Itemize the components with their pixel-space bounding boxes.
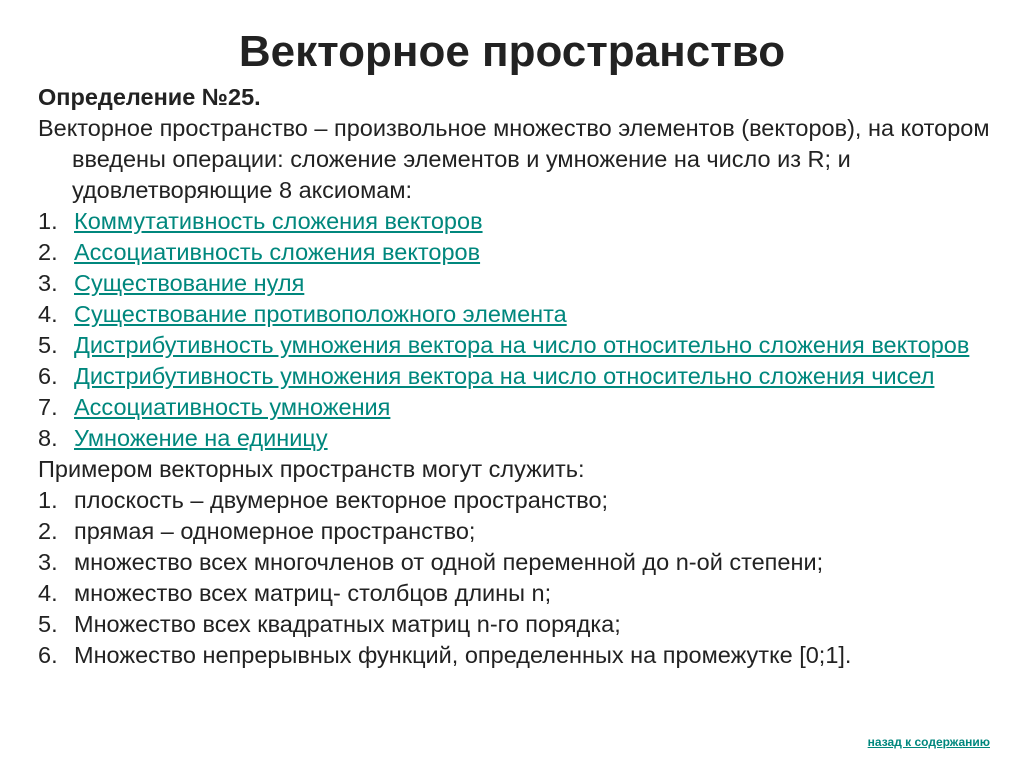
axiom-number: 8. (38, 425, 58, 451)
list-item (38, 299, 998, 330)
axiom-list (38, 206, 998, 454)
example-number: 3. (38, 549, 58, 575)
list-item (38, 237, 998, 268)
example-text: прямая – одномерное пространство; (74, 518, 476, 544)
example-number: 2. (38, 518, 58, 544)
list-item (38, 361, 998, 392)
example-text: Множество непрерывных функций, определенных на промежутке [0;1]. (74, 642, 852, 668)
example-text: множество всех матриц- столбцов длины n; (74, 580, 552, 606)
list-item (38, 485, 998, 516)
axiom-link-4[interactable]: Существование противоположного элемента (74, 301, 567, 327)
example-text: множество всех многочленов от одной переменной до n-ой степени; (74, 549, 824, 575)
definition-heading: Определение №25. (38, 84, 261, 110)
page-title: Векторное пространство (238, 27, 786, 76)
slide-content (38, 82, 998, 671)
axiom-number: 7. (38, 394, 58, 420)
list-item (38, 516, 998, 547)
example-number: 5. (38, 611, 58, 637)
axiom-link-2[interactable]: Ассоциативность сложения векторов (74, 239, 481, 265)
definition-text: Векторное пространство – произвольное множество элементов (векторов), на котором введены операции: сложение элементов и умножение на число из R; и удовлетворяющие 8 аксиомам: (38, 115, 990, 203)
example-number: 4. (38, 580, 58, 606)
axiom-link-6[interactable]: Дистрибутивность умножения вектора на число относительно сложения чисел (74, 363, 935, 389)
list-item (38, 206, 998, 237)
axiom-link-8[interactable]: Умножение на единицу (74, 425, 328, 451)
list-item (38, 547, 998, 578)
list-item (38, 640, 998, 671)
examples-intro: Примером векторных пространств могут служить: (38, 456, 585, 482)
example-number: 1. (38, 487, 58, 513)
axiom-number: 4. (38, 301, 58, 327)
axiom-link-5[interactable]: Дистрибутивность умножения вектора на число относительно сложения векторов (74, 332, 970, 358)
list-item (38, 392, 998, 423)
axiom-link-3[interactable]: Существование нуля (74, 270, 305, 296)
example-text: плоскость – двумерное векторное пространство; (74, 487, 609, 513)
example-text: Множество всех квадратных матриц n-го порядка; (74, 611, 621, 637)
example-number: 6. (38, 642, 58, 668)
axiom-number: 2. (38, 239, 58, 265)
list-item (38, 330, 998, 361)
axiom-number: 6. (38, 363, 58, 389)
list-item (38, 423, 998, 454)
axiom-number: 1. (38, 208, 58, 234)
list-item (38, 609, 998, 640)
axiom-number: 5. (38, 332, 58, 358)
list-item (38, 578, 998, 609)
axiom-link-1[interactable]: Коммутативность сложения векторов (74, 208, 483, 234)
list-item (38, 268, 998, 299)
back-to-contents-link[interactable]: назад к содержанию (867, 735, 990, 749)
axiom-number: 3. (38, 270, 58, 296)
example-list (38, 485, 998, 671)
axiom-link-7[interactable]: Ассоциативность умножения (74, 394, 391, 420)
